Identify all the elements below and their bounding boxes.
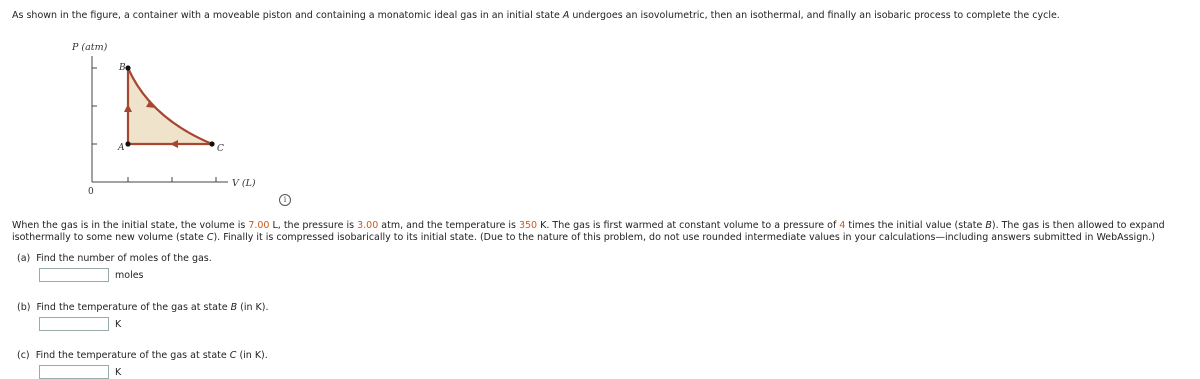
part-a-label: (a) (17, 253, 31, 264)
state-a-ref: A (562, 10, 570, 21)
x-axis-label: V (L) (232, 178, 256, 189)
part-b-text: (in K). (237, 302, 269, 313)
state-c-ref: C (206, 232, 214, 243)
origin-label: 0 (88, 187, 94, 197)
point-c-label: C (217, 144, 224, 154)
part-b-answer-row (39, 317, 121, 331)
part-a-answer-row (39, 268, 144, 282)
part-c-text: Find the temperature of the gas at state (35, 350, 230, 361)
point-a (125, 141, 130, 146)
problem-text: times the initial value (state (845, 220, 986, 231)
part-c-label: (c) (17, 350, 30, 361)
part-a-unit: moles (115, 269, 144, 281)
point-a-label: A (118, 143, 125, 153)
point-b (125, 65, 130, 70)
part-a-answer-input[interactable] (39, 268, 109, 282)
part-b-label: (b) (17, 302, 31, 313)
problem-text: When the gas is in the initial state, the volume is (12, 220, 249, 231)
temperature-value: 350 (518, 220, 538, 231)
part-c-text: (in K). (236, 350, 268, 361)
part-a-question (17, 253, 212, 264)
problem-text: atm, and the temperature is (378, 220, 519, 231)
part-b-text: Find the temperature of the gas at state (36, 302, 231, 313)
problem-statement (12, 220, 1192, 244)
intro-part: undergoes an isovolumetric, then an isothermal, and finally an isobaric process to complete the cycle. (569, 10, 1060, 21)
pressure-factor-value: 4 (839, 220, 846, 231)
intro-text (12, 10, 1192, 21)
y-axis-label: P (atm) (72, 42, 108, 53)
part-c-unit: K (115, 366, 122, 378)
pressure-value: 3.00 (357, 220, 379, 231)
part-c-question (17, 350, 268, 361)
info-icon[interactable]: i (279, 194, 291, 206)
point-b-label: B (119, 63, 126, 73)
problem-text: ). Finally it is compressed isobarically to its initial state. (Due to the nature of this problem, do not use rounded intermediate values in your calculations—including answers submitted in WebAssign.) (213, 232, 1155, 243)
problem-text: ). The gas is then allowed to expand isothermally to some new volume (state (12, 220, 1165, 243)
part-c-state: C (229, 350, 237, 361)
part-a-text: Find the number of moles of the gas. (36, 253, 212, 264)
part-b-unit: K (115, 318, 122, 330)
part-b-answer-input[interactable] (39, 317, 109, 331)
volume-value: 7.00 (248, 220, 270, 231)
pv-diagram (60, 38, 300, 198)
point-c (209, 141, 214, 146)
state-b-ref: B (985, 220, 992, 231)
cycle-area (128, 68, 212, 144)
problem-text: K. The gas is first warmed at constant volume to a pressure of (537, 220, 840, 231)
intro-part: As shown in the figure, a container with a moveable piston and containing a monatomic ideal gas in an initial state (12, 10, 563, 21)
problem-text: L, the pressure is (269, 220, 358, 231)
part-b-state: B (230, 302, 238, 313)
part-b-question (17, 302, 269, 313)
